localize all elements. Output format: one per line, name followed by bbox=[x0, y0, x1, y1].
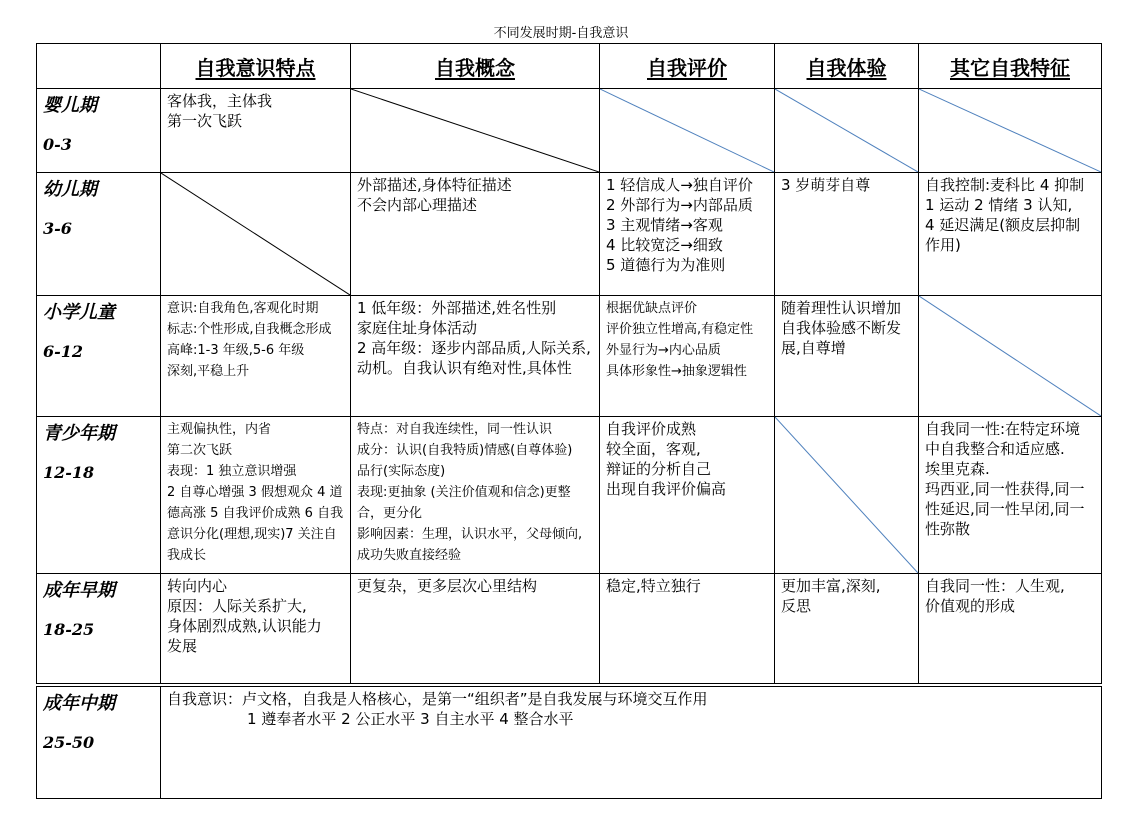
table-cell bbox=[161, 173, 351, 296]
cell-line: 深刻,平稳上升 bbox=[167, 364, 250, 379]
cell-line: 随着理性认识增加 bbox=[781, 299, 902, 317]
cell-line: 性弥散 bbox=[925, 520, 971, 538]
period-cell bbox=[37, 296, 161, 417]
cell-line: 外显行为→内心品质 bbox=[606, 343, 721, 358]
cell-line: 1 低年级：外部描述,姓名性别 bbox=[357, 299, 557, 317]
cell-line: 标志:个性形成,自我概念形成 bbox=[167, 322, 332, 337]
cell-line: 较全面，客观, bbox=[606, 440, 701, 458]
cell-line: 不会内部心理描述 bbox=[357, 196, 478, 214]
table-cell bbox=[775, 173, 919, 296]
table-cell bbox=[161, 296, 351, 417]
table-row bbox=[37, 574, 1102, 684]
cell-line: 表现：1 独立意识增强 bbox=[167, 464, 297, 479]
empty-cell-diagonal bbox=[600, 89, 774, 172]
table-cell bbox=[600, 417, 775, 574]
cell-line: 意识分化(理想,现实)7 关注自 bbox=[167, 527, 337, 542]
cell-line: 出现自我评价偏高 bbox=[606, 480, 727, 498]
cell-line: 自我体验感不断发 bbox=[781, 319, 902, 337]
period-cell bbox=[37, 687, 161, 799]
cell-line: 动机。自我认识有绝对性,具体性 bbox=[357, 359, 572, 377]
table-row bbox=[37, 89, 1102, 173]
cell-line: 评价独立性增高,有稳定性 bbox=[606, 322, 754, 337]
empty-cell-diagonal bbox=[775, 89, 918, 172]
cell-line: 品行(实际态度) bbox=[357, 464, 446, 479]
empty-cell-diagonal bbox=[919, 89, 1101, 172]
table-cell bbox=[351, 296, 600, 417]
cell-line: 1 运动 2 情绪 3 认知, bbox=[925, 196, 1073, 214]
cell-line: 影响因素：生理，认识水平，父母倾向, bbox=[357, 527, 583, 542]
cell-line: 1 轻信成人→独自评价 bbox=[606, 176, 753, 194]
table-cell bbox=[161, 89, 351, 173]
table-row bbox=[37, 417, 1102, 574]
period-name: 成年中期 bbox=[43, 693, 115, 714]
table-cell bbox=[919, 417, 1102, 574]
cell-line: 性延迟,同一性早闭,同一 bbox=[925, 500, 1085, 518]
period-name: 婴儿期 bbox=[43, 95, 97, 116]
cell-line: 稳定,特立独行 bbox=[606, 577, 701, 595]
cell-line: 第一次飞跃 bbox=[167, 112, 243, 130]
period-age: 18-25 bbox=[43, 620, 95, 639]
table-cell bbox=[919, 173, 1102, 296]
period-age: 25-50 bbox=[43, 733, 95, 752]
cell-line: 更复杂，更多层次心里结构 bbox=[357, 577, 538, 595]
cell-line: 自我控制:麦科比 4 抑制 bbox=[925, 176, 1085, 194]
cell-line: 成分：认识(自我特质)情感(自尊体验) bbox=[357, 443, 573, 458]
cell-line: 2 自尊心增强 3 假想观众 4 道 bbox=[167, 485, 343, 500]
cell-line: 发展 bbox=[167, 637, 198, 655]
period-age: 3-6 bbox=[43, 219, 72, 238]
cell-line: 更加丰富,深刻, bbox=[781, 577, 881, 595]
cell-line: 反思 bbox=[781, 597, 812, 615]
cell-line: 身体剧烈成熟,认识能力 bbox=[167, 617, 322, 635]
table-cell bbox=[351, 574, 600, 684]
table-cell bbox=[600, 173, 775, 296]
column-header: 自我评价 bbox=[600, 44, 775, 89]
period-cell bbox=[37, 574, 161, 684]
period-cell bbox=[37, 173, 161, 296]
cell-line: 玛西亚,同一性获得,同一 bbox=[925, 480, 1085, 498]
cell-line: 5 道德行为为准则 bbox=[606, 256, 726, 274]
cell-line: 转向内心 bbox=[167, 577, 228, 595]
period-age: 6-12 bbox=[43, 342, 84, 361]
cell-line: 意识:自我角色,客观化时期 bbox=[167, 301, 319, 316]
cell-line: 特点：对自我连续性，同一性认识 bbox=[357, 422, 553, 437]
cell-line: 我成长 bbox=[167, 548, 207, 563]
cell-line: 3 岁萌芽自尊 bbox=[781, 176, 871, 194]
table-cell bbox=[161, 574, 351, 684]
cell-line: 表现:更抽象 (关注价值观和信念)更整 bbox=[357, 485, 571, 500]
table-row bbox=[37, 173, 1102, 296]
column-header: 自我概念 bbox=[351, 44, 600, 89]
period-name: 小学儿童 bbox=[43, 302, 115, 323]
table-cell bbox=[775, 417, 919, 574]
cell-line: 价值观的形成 bbox=[925, 597, 1016, 615]
empty-cell-diagonal bbox=[919, 296, 1101, 416]
cell-line: 德高涨 5 自我评价成熟 6 自我 bbox=[167, 506, 344, 521]
table-cell bbox=[161, 417, 351, 574]
period-age: 12-18 bbox=[43, 463, 95, 482]
table-cell bbox=[600, 296, 775, 417]
midlife-line-1: 自我意识：卢文格，自我是人格核心，是第一“组织者”是自我发展与环境交互作用 bbox=[167, 690, 708, 708]
period-name: 幼儿期 bbox=[43, 179, 97, 200]
cell-line: 3 主观情绪→客观 bbox=[606, 216, 723, 234]
cell-line: 展,自尊增 bbox=[781, 339, 846, 357]
column-header: 自我意识特点 bbox=[161, 44, 351, 89]
cell-line: 高峰:1-3 年级,5-6 年级 bbox=[167, 343, 305, 358]
period-cell bbox=[37, 417, 161, 574]
column-header: 其它自我特征 bbox=[919, 44, 1102, 89]
column-header bbox=[37, 44, 161, 89]
cell-line: 客体我，主体我 bbox=[167, 92, 273, 110]
header-row bbox=[37, 44, 1102, 89]
cell-line: 主观偏执性，内省 bbox=[167, 422, 272, 437]
table-cell bbox=[919, 89, 1102, 173]
table-cell bbox=[351, 417, 600, 574]
cell-line: 家庭住址身体活动 bbox=[357, 319, 478, 337]
period-age: 0-3 bbox=[43, 135, 72, 154]
table-cell bbox=[919, 296, 1102, 417]
cell-line: 自我同一性：人生观, bbox=[925, 577, 1065, 595]
table-cell bbox=[600, 89, 775, 173]
cell-line: 原因：人际关系扩大, bbox=[167, 597, 307, 615]
empty-cell-diagonal bbox=[351, 89, 599, 172]
midlife-line-2: 1 遵奉者水平 2 公正水平 3 自主水平 4 整合水平 bbox=[247, 710, 574, 728]
cell-line: 自我评价成熟 bbox=[606, 420, 697, 438]
cell-line: 4 比较宽泛→细致 bbox=[606, 236, 723, 254]
empty-cell-diagonal bbox=[775, 417, 918, 573]
table-cell bbox=[919, 574, 1102, 684]
cell-line: 2 高年级：逐步内部品质,人际关系, bbox=[357, 339, 591, 357]
cell-line: 第二次飞跃 bbox=[167, 443, 233, 458]
midlife-row bbox=[37, 687, 1102, 799]
table-cell bbox=[775, 89, 919, 173]
table-cell bbox=[775, 574, 919, 684]
cell-line: 根据优缺点评价 bbox=[606, 301, 698, 316]
table-cell bbox=[600, 574, 775, 684]
table-cell bbox=[775, 296, 919, 417]
cell-line: 外部描述,身体特征描述 bbox=[357, 176, 512, 194]
cell-line: 合，更分化 bbox=[357, 506, 423, 521]
period-cell bbox=[37, 89, 161, 173]
midlife-content bbox=[161, 687, 1102, 799]
midlife-table bbox=[36, 686, 1102, 799]
page-title: 不同发展时期-自我意识 bbox=[493, 26, 629, 41]
development-table bbox=[36, 43, 1102, 684]
period-name: 青少年期 bbox=[43, 423, 115, 444]
period-name: 成年早期 bbox=[43, 580, 115, 601]
cell-line: 辩证的分析自己 bbox=[606, 460, 712, 478]
table-cell bbox=[351, 173, 600, 296]
cell-line: 具体形象性→抽象逻辑性 bbox=[606, 364, 747, 379]
table-row bbox=[37, 296, 1102, 417]
cell-line: 成功失败直接经验 bbox=[357, 548, 462, 563]
column-header: 自我体验 bbox=[775, 44, 919, 89]
table-cell bbox=[351, 89, 600, 173]
cell-line: 埃里克森. bbox=[925, 460, 990, 478]
cell-line: 2 外部行为→内部品质 bbox=[606, 196, 753, 214]
empty-cell-diagonal bbox=[161, 173, 350, 295]
cell-line: 中自我整合和适应感. bbox=[925, 440, 1065, 458]
cell-line: 自我同一性:在特定环境 bbox=[925, 420, 1081, 438]
cell-line: 4 延迟满足(额皮层抑制作用) bbox=[925, 216, 1081, 254]
